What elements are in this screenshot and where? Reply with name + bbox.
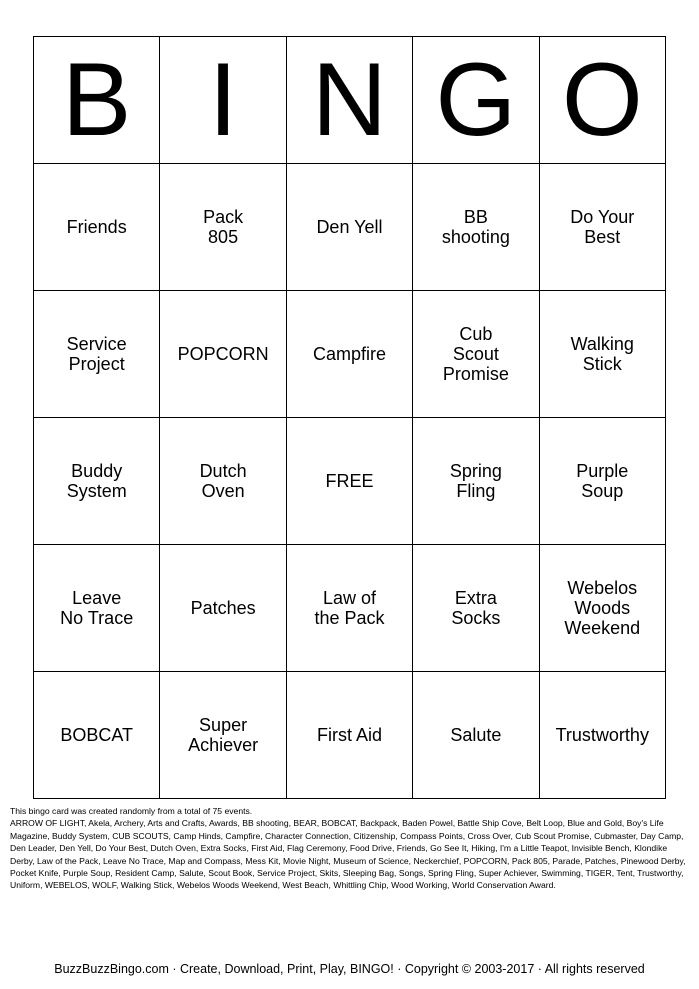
card-description-intro: This bingo card was created randomly from a total of 75 events. <box>10 806 253 816</box>
footer-copyright: BuzzBuzzBingo.com · Create, Download, Print, Play, BINGO! · Copyright © 2003-2017 · All rights reserved <box>54 962 645 976</box>
card-cell[interactable]: Spring Fling <box>413 418 539 545</box>
card-cell[interactable]: Buddy System <box>34 418 160 545</box>
header-row <box>34 37 666 164</box>
card-cell[interactable]: POPCORN <box>160 291 286 418</box>
card-cell[interactable]: Purple Soup <box>539 418 665 545</box>
card-description <box>10 805 690 892</box>
card-cell[interactable]: Pack 805 <box>160 164 286 291</box>
card-cell[interactable]: Leave No Trace <box>34 545 160 672</box>
card-cell[interactable]: First Aid <box>286 672 412 799</box>
card-cell[interactable]: Den Yell <box>286 164 412 291</box>
card-cell[interactable]: BOBCAT <box>34 672 160 799</box>
free-space-cell[interactable]: FREE <box>286 418 412 545</box>
card-cell[interactable]: Patches <box>160 545 286 672</box>
card-row-4 <box>34 545 666 672</box>
header-letter-b: B <box>34 37 160 164</box>
card-cell[interactable]: Law of the Pack <box>286 545 412 672</box>
card-cell[interactable]: Trustworthy <box>539 672 665 799</box>
header-letter-n: N <box>286 37 412 164</box>
card-cell[interactable]: Do Your Best <box>539 164 665 291</box>
bingo-card <box>33 36 666 799</box>
card-cell[interactable]: Super Achiever <box>160 672 286 799</box>
card-cell[interactable]: Salute <box>413 672 539 799</box>
card-cell[interactable]: Service Project <box>34 291 160 418</box>
event-list: ARROW OF LIGHT, Akela, Archery, Arts and Crafts, Awards, BB shooting, BEAR, BOBCAT, Backpack, Baden Powel, Battle Ship Cove, Belt Loop, Blue and Gold, Boy's Life Magazine, Buddy System, CUB SCOUTS, Camp Hinds, Campfire, Character Connection, Citizenship, Compass Points, Cross Over, Cub Scout Promise, Cubmaster, Day Camp, Den Leader, Den Yell, Do Your Best, Dutch Oven, Extra Socks, First Aid, Flag Ceremony, Food Drive, Friends, Go See It, Hiking, I'm a Little Teapot, Invisible Bench, Klondike Derby, Law of the Pack, Leave No Trace, Map and Compass, Mess Kit, Movie Night, Museum of Science, Neckerchief, POPCORN, Pack 805, Parade, Patches, Pinewood Derby, Pocket Knife, Purple Soup, Resident Camp, Salute, Scout Book, Service Project, Skits, Sleeping Bag, Songs, Spring Fling, Super Achiever, Swimming, TIGER, Tent, Trustworthy, Uniform, WEBELOS, WOLF, Walking Stick, Webelos Woods Weekend, West Beach, Whittling Chip, Wood Working, World Conservation Award. <box>10 818 686 891</box>
header-letter-o: O <box>539 37 665 164</box>
header-letter-i: I <box>160 37 286 164</box>
card-row-2 <box>34 291 666 418</box>
card-cell[interactable]: BB shooting <box>413 164 539 291</box>
card-cell[interactable]: Webelos Woods Weekend <box>539 545 665 672</box>
card-cell[interactable]: Friends <box>34 164 160 291</box>
card-cell[interactable]: Cub Scout Promise <box>413 291 539 418</box>
card-cell[interactable]: Campfire <box>286 291 412 418</box>
header-letter-g: G <box>413 37 539 164</box>
card-row-5 <box>34 672 666 799</box>
card-cell[interactable]: Walking Stick <box>539 291 665 418</box>
card-cell[interactable]: Dutch Oven <box>160 418 286 545</box>
card-row-3 <box>34 418 666 545</box>
card-row-1 <box>34 164 666 291</box>
card-cell[interactable]: Extra Socks <box>413 545 539 672</box>
